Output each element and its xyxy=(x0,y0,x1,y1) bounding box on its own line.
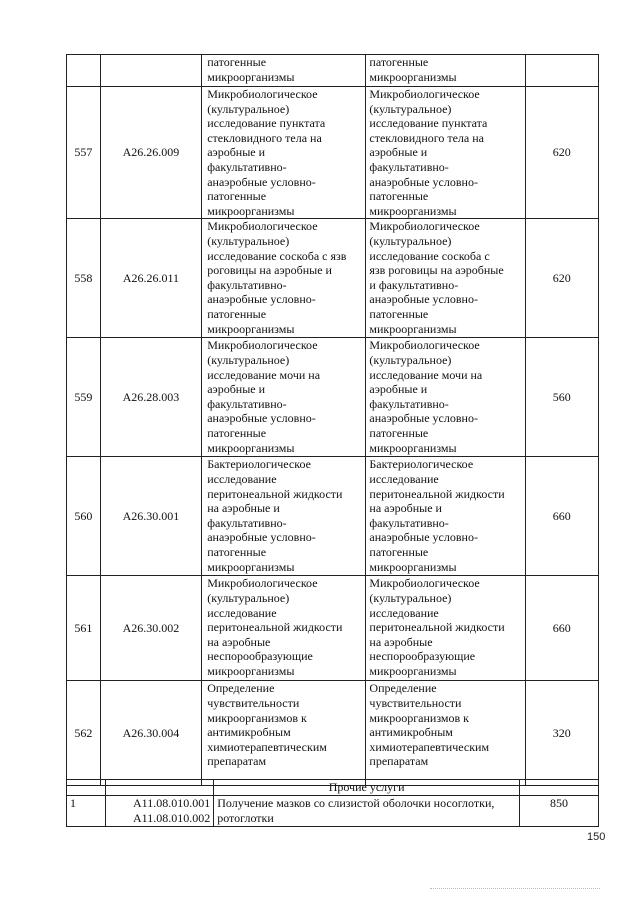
cell-service-name xyxy=(202,87,366,219)
name-line: факультативно- xyxy=(207,159,287,174)
name-line: антимикробным xyxy=(369,725,453,740)
table-row xyxy=(67,87,599,219)
name-line: на аэробные и xyxy=(207,501,280,516)
name-line: чувствительности xyxy=(207,695,300,710)
footer-divider xyxy=(430,888,600,889)
cell-service-name xyxy=(202,457,366,576)
name-line: факультативно- xyxy=(207,515,287,530)
name-line: Бактериологическое xyxy=(207,457,311,472)
name-line: (культуральное) xyxy=(207,101,290,116)
name-line: микроорганизмы xyxy=(207,559,295,574)
name-line: факультативно- xyxy=(207,277,287,292)
name-line: химиотерапевтическим xyxy=(207,739,327,754)
cell-service-name-2 xyxy=(366,457,525,576)
cell-price xyxy=(519,780,598,796)
name-line: ротоглотки xyxy=(217,810,274,825)
cell-num: 1 xyxy=(67,796,106,827)
name-line: патогенные xyxy=(369,189,429,204)
name-line: патогенные xyxy=(369,55,429,69)
name-line: патогенные xyxy=(369,306,429,321)
name-line: Микробиологическое xyxy=(369,219,480,234)
name-line: анаэробные условно- xyxy=(369,292,478,307)
name-line: исследование соскоба с язв xyxy=(207,248,347,263)
name-line: микроорганизмов к xyxy=(369,710,470,725)
name-line: факультативно- xyxy=(369,515,449,530)
cell-service-name-2 xyxy=(366,219,525,338)
section-header-row xyxy=(67,780,599,796)
name-line: Получение мазков со слизистой оболочки носоглотки, xyxy=(217,796,495,810)
table-row xyxy=(67,457,599,576)
table-row-continuation xyxy=(67,55,599,87)
name-line: микроорганизмы xyxy=(207,203,295,218)
name-line: анаэробные условно- xyxy=(207,411,316,426)
cell-code xyxy=(105,780,214,796)
name-line: препаратам xyxy=(207,754,267,769)
cell-service-name xyxy=(202,219,366,338)
name-line: (культуральное) xyxy=(369,101,452,116)
code-line: A11.08.010.001 xyxy=(132,796,211,810)
name-line: чувствительности xyxy=(369,695,462,710)
name-line: аэробные и xyxy=(369,145,428,160)
name-line: исследование xyxy=(369,605,439,620)
name-line: перитонеальной жидкости xyxy=(369,620,505,635)
cell-price: 660 xyxy=(525,576,599,681)
name-line: факультативно- xyxy=(369,159,449,174)
cell-code: A26.30.002 xyxy=(100,576,202,681)
name-line: язв роговицы на аэробные xyxy=(369,263,504,278)
name-line: микроорганизмы xyxy=(207,69,295,84)
cell-num: 562 xyxy=(67,681,101,786)
name-line: неспорообразующие xyxy=(369,649,476,664)
name-line: микроорганизмы xyxy=(369,559,457,574)
cell-num: 559 xyxy=(67,338,101,457)
cell-service-name-2 xyxy=(366,87,525,219)
name-line: исследование соскоба с xyxy=(369,248,490,263)
cell-service-name-2 xyxy=(366,576,525,681)
cell-num xyxy=(67,780,106,796)
cell-num: 558 xyxy=(67,219,101,338)
name-line: на аэробные xyxy=(207,634,271,649)
name-line: анаэробные условно- xyxy=(369,411,478,426)
name-line: Микробиологическое xyxy=(369,338,480,353)
code-line: A11.08.010.002 xyxy=(132,810,211,825)
name-line: антимикробным xyxy=(207,725,291,740)
name-line: патогенные xyxy=(207,306,267,321)
name-line: патогенные xyxy=(207,544,267,559)
name-line: аэробные и xyxy=(207,382,266,397)
name-line: на аэробные и xyxy=(369,501,442,516)
name-line: исследование xyxy=(369,471,439,486)
name-line: исследование пунктата xyxy=(369,116,488,131)
cell-code: A26.30.001 xyxy=(100,457,202,576)
name-line: исследование пунктата xyxy=(207,116,326,131)
price-table xyxy=(66,54,599,786)
name-line: анаэробные условно- xyxy=(207,530,316,545)
table-row xyxy=(67,796,599,827)
name-line: на аэробные xyxy=(369,634,433,649)
cell-code: A26.28.003 xyxy=(100,338,202,457)
name-line: (культуральное) xyxy=(369,590,452,605)
name-line: перитонеальной жидкости xyxy=(207,620,343,635)
cell-code: A26.26.011 xyxy=(100,219,202,338)
name-line: факультативно- xyxy=(207,396,287,411)
cell-num xyxy=(67,55,101,87)
name-line: анаэробные условно- xyxy=(369,530,478,545)
cell-price xyxy=(525,55,599,87)
name-line: микроорганизмы xyxy=(369,440,457,455)
name-line: микроорганизмы xyxy=(207,663,295,678)
cell-service-name xyxy=(202,576,366,681)
name-line: стекловидного тела на xyxy=(369,130,484,145)
name-line: патогенные xyxy=(207,425,267,440)
name-line: (культуральное) xyxy=(369,233,452,248)
name-line: микроорганизмы xyxy=(369,663,457,678)
name-line: исследование xyxy=(207,471,277,486)
name-line: аэробные и xyxy=(207,145,266,160)
cell-code xyxy=(105,796,214,827)
name-line: и факультативно- xyxy=(369,277,459,292)
name-line: Микробиологическое xyxy=(369,576,480,591)
name-line: анаэробные условно- xyxy=(207,174,316,189)
name-line: патогенные xyxy=(207,55,267,69)
name-line: (культуральное) xyxy=(207,352,290,367)
name-line: (культуральное) xyxy=(207,590,290,605)
cell-service-name xyxy=(202,55,366,87)
name-line: исследование мочи на xyxy=(207,367,321,382)
cell-service-name xyxy=(214,796,520,827)
name-line: микроорганизмы xyxy=(207,321,295,336)
name-line: Микробиологическое xyxy=(207,576,318,591)
name-line: микроорганизмы xyxy=(369,321,457,336)
name-line: Микробиологическое xyxy=(369,87,480,101)
cell-price: 620 xyxy=(525,87,599,219)
name-line: (культуральное) xyxy=(369,352,452,367)
name-line: анаэробные условно- xyxy=(369,174,478,189)
name-line: Определение xyxy=(207,681,275,696)
name-line: факультативно- xyxy=(369,396,449,411)
cell-num: 560 xyxy=(67,457,101,576)
name-line: анаэробные условно- xyxy=(207,292,316,307)
cell-service-name-2 xyxy=(366,681,525,786)
cell-price: 320 xyxy=(525,681,599,786)
name-line: химиотерапевтическим xyxy=(369,739,490,754)
cell-num: 557 xyxy=(67,87,101,219)
name-line: микроорганизмы xyxy=(207,440,295,455)
table-row xyxy=(67,338,599,457)
name-line: исследование xyxy=(207,605,277,620)
name-line: перитонеальной жидкости xyxy=(369,486,505,501)
name-line: микроорганизмы xyxy=(369,69,457,84)
name-line: Определение xyxy=(369,681,437,696)
name-line: микроорганизмы xyxy=(369,203,457,218)
name-line: перитонеальной жидкости xyxy=(207,486,343,501)
cell-service-name xyxy=(202,338,366,457)
other-services-table xyxy=(66,779,599,827)
cell-service-name xyxy=(202,681,366,786)
cell-service-name-2 xyxy=(366,55,525,87)
name-line: аэробные и xyxy=(369,382,428,397)
name-line: препаратам xyxy=(369,754,429,769)
name-line: патогенные xyxy=(369,425,429,440)
name-line: Бактериологическое xyxy=(369,457,474,472)
cell-code xyxy=(100,55,202,87)
cell-price: 660 xyxy=(525,457,599,576)
name-line: микроорганизмов к xyxy=(207,710,307,725)
name-line: Микробиологическое xyxy=(207,338,318,353)
name-line: (культуральное) xyxy=(207,233,290,248)
name-line: стекловидного тела на xyxy=(207,130,322,145)
name-line: Микробиологическое xyxy=(207,219,318,234)
name-line: роговицы на аэробные и xyxy=(207,263,332,278)
cell-code: A26.30.004 xyxy=(100,681,202,786)
page-number: 150 xyxy=(587,831,606,843)
cell-price: 850 xyxy=(519,796,598,827)
cell-code: A26.26.009 xyxy=(100,87,202,219)
section-title: Прочие услуги xyxy=(214,780,520,796)
table-row xyxy=(67,219,599,338)
name-line: патогенные xyxy=(369,544,429,559)
name-line: исследование мочи на xyxy=(369,367,483,382)
table-row xyxy=(67,576,599,681)
cell-price: 560 xyxy=(525,338,599,457)
name-line: патогенные xyxy=(207,189,267,204)
cell-service-name-2 xyxy=(366,338,525,457)
name-line: Микробиологическое xyxy=(207,87,318,101)
cell-num: 561 xyxy=(67,576,101,681)
cell-price: 620 xyxy=(525,219,599,338)
name-line: неспорообразующие xyxy=(207,649,313,664)
table-row xyxy=(67,681,599,786)
